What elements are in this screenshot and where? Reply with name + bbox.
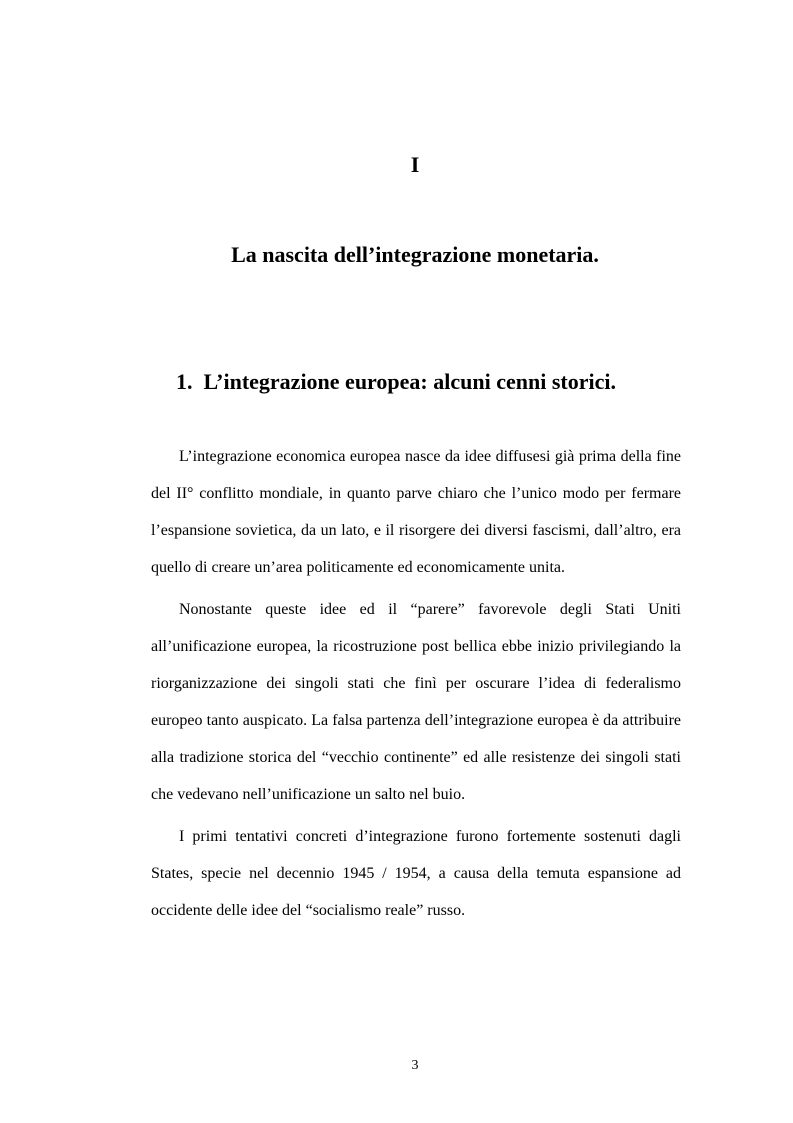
body-text — [151, 438, 681, 934]
section-heading — [176, 367, 616, 397]
text-line: occidente delle idee del “socialismo reale” russo. — [151, 902, 466, 919]
text-line: l’espansione sovietica, da un lato, e il risorgere dei diversi fascismi, dall’altro, era — [151, 522, 681, 539]
text-line: europeo tanto auspicato. La falsa partenza dell’integrazione europea è da attribuire — [151, 712, 681, 729]
section-number: 1. — [176, 369, 193, 394]
text-line: States, specie nel decennio 1945 / 1954, a causa della temuta espansione ad — [151, 865, 681, 882]
text-line: Nonostante queste idee ed il “parere” favorevole degli Stati Uniti — [179, 601, 681, 618]
text-line: I primi tentativi concreti d’integrazione furono fortemente sostenuti dagli — [179, 828, 681, 845]
text-line: all’unificazione europea, la ricostruzione post bellica ebbe inizio privilegiando la — [151, 638, 681, 655]
paragraph-2 — [151, 591, 681, 813]
chapter-number: I — [410, 152, 420, 177]
text-line: che vedevano nell’unificazione un salto nel buio. — [151, 786, 466, 803]
text-line: quello di creare un’area politicamente ed economicamente unita. — [151, 559, 566, 576]
text-line: riorganizzazione dei singoli stati che finì per oscurare l’idea di federalismo — [151, 675, 681, 692]
paragraph-1 — [151, 438, 681, 586]
chapter-title: La nascita dell’integrazione monetaria. — [231, 242, 599, 267]
page-number: 3 — [411, 1058, 419, 1073]
text-line: alla tradizione storica del “vecchio continente” ed alle resistenze dei singoli stati — [151, 749, 681, 766]
text-line: L’integrazione economica europea nasce da idee diffusesi già prima della fine — [179, 448, 681, 465]
paragraph-3 — [151, 818, 681, 929]
text-line: del II° conflitto mondiale, in quanto parve chiaro che l’unico modo per fermare — [151, 485, 681, 502]
section-title: L’integrazione europea: alcuni cenni storici. — [203, 369, 616, 394]
